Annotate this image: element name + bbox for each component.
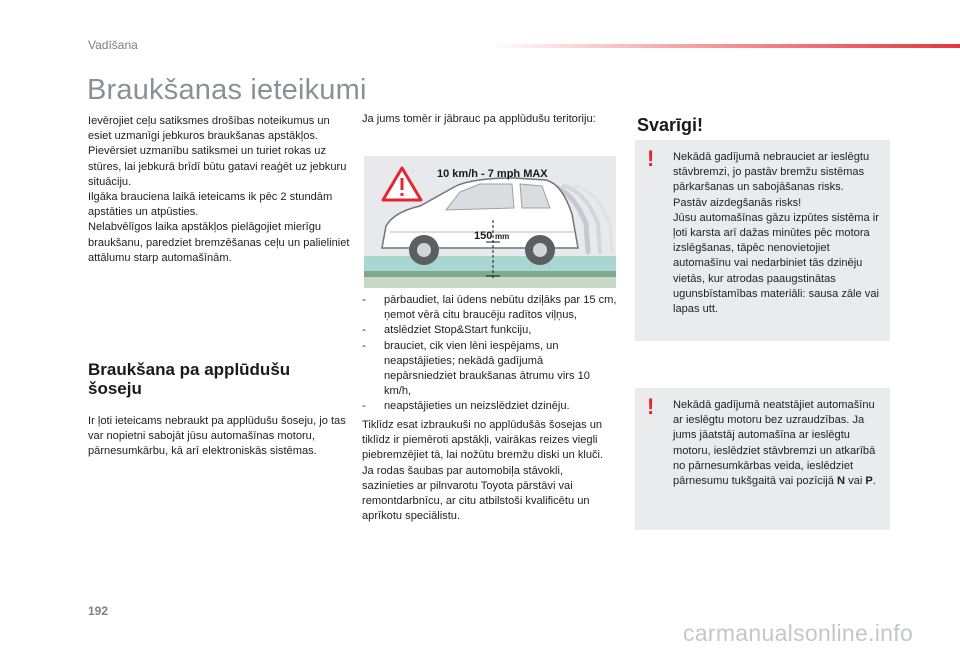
after-flood-paragraph: Tiklīdz esat izbraukuši no applūdušās šosejas un tiklīdz ir piemēroti apstākļi, vairākas reizes viegli piebremzējiet tā, lai nožūtu bremžu diski un kluči.	[362, 419, 604, 462]
flood-heading: Braukšana pa applūdušu šoseju	[88, 360, 291, 398]
flood-intro-text: Ja jums tomēr ir jābrauc pa applūdušu teritoriju:	[362, 113, 596, 125]
warning-paragraph: Pastāv aizdegšanās risks!	[673, 196, 802, 209]
flood-instructions-list	[362, 293, 617, 415]
intro-paragraph: Ilgāka brauciena laikā ieteicams ik pēc 2 stundām apstāties un atpūsties.	[88, 191, 333, 219]
header-accent-line	[490, 44, 960, 48]
depth-unit: mm	[495, 232, 510, 241]
warning-paragraph: Nekādā gadījumā neatstājiet automašīnu ar ieslēgtu motoru bez uzraudzības. Ja jums jāatstāj automašīna ar ieslēgtu motoru, ieslēdziet stāvbremzi un atkarībā no pārnesumkārbas veida, ieslēdziet pārnesumu tukšgaitā vai pozīcijā N vai P.	[673, 399, 876, 488]
warning-exclamation-icon: !	[647, 146, 655, 171]
flood-text: Ir ļoti ieteicams nebraukt pa applūdušu šoseju, jo tas var nopietni sabojāt jūsu automašīnas motoru, pārnesumkārbu, kā arī elektroniskās sistēmas.	[88, 415, 346, 458]
speed-limit-label: 10 km/h - 7 mph MAX	[437, 168, 548, 180]
list-item: - brauciet, cik vien lēni iespējams, un neapstājieties; nekādā gadījumā nepārsniedziet braukšanas ātrumu virs 10 km/h,	[362, 339, 590, 398]
intro-paragraph: Pievērsiet uzmanību satiksmei un turiet rokas uz stūres, lai jebkurā brīdī būtu gatavi reaģēt uz jebkuru situāciju.	[88, 145, 347, 188]
warning-exclamation-icon: !	[647, 394, 655, 419]
warning-box-engine-running	[635, 388, 890, 530]
warning-paragraph: Nekādā gadījumā nebrauciet ar ieslēgtu stāvbremzi, jo pastāv bremžu sistēmas pārkaršanas un sabojāšanas risks.	[673, 151, 870, 194]
intro-text	[88, 114, 350, 266]
list-item: - neapstājieties un neizslēdziet dzinēju.	[362, 400, 570, 413]
after-flood-text	[362, 418, 617, 524]
page-title: Braukšanas ieteikumi	[87, 74, 367, 106]
list-item: - atslēdziet Stop&Start funkciju,	[362, 324, 532, 337]
depth-value: 150	[474, 230, 493, 242]
watermark: carmanualsonline.info	[683, 620, 914, 646]
important-heading: Svarīgi!	[637, 115, 704, 135]
after-flood-paragraph: Ja rodas šaubas par automobiļa stāvokli, sazinieties ar pilnvarotu Toyota pārstāvi vai remontdarbnīcu, ar citu atbilstoši kvalificētu un aprīkotu speciālistu.	[362, 464, 590, 523]
intro-paragraph: Ievērojiet ceļu satiksmes drošības noteikumus un esiet uzmanīgi jebkuros braukšanas apstākļos.	[88, 115, 330, 143]
flood-illustration	[364, 156, 616, 288]
warning-paragraph: Jūsu automašīnas gāzu izpūtes sistēma ir ļoti karsta arī dažas minūtes pēc motora izslēgšanas, tāpēc nenovietojiet automašīnu vai nedarbiniet tās dzinēju vietās, kur atrodas paaugstinātas ugunsbīstamības materiāli: sausa zāle vai lapas utt.	[673, 211, 879, 316]
section-label: Vadīšana	[88, 38, 138, 52]
intro-paragraph: Nelabvēlīgos laika apstākļos pielāgojiet mierīgu braukšanu, paredziet bremzēšanas ceļu un palieliniet attālumu starp automašīnām.	[88, 221, 350, 264]
warning-box-parking-brake	[635, 140, 890, 341]
list-item: - pārbaudiet, lai ūdens nebūtu dziļāks par 15 cm, ņemot vērā citu braucēju radītos viļņus,	[362, 294, 617, 322]
car-water-depth-illustration	[364, 156, 616, 288]
page-number: 192	[88, 604, 109, 618]
